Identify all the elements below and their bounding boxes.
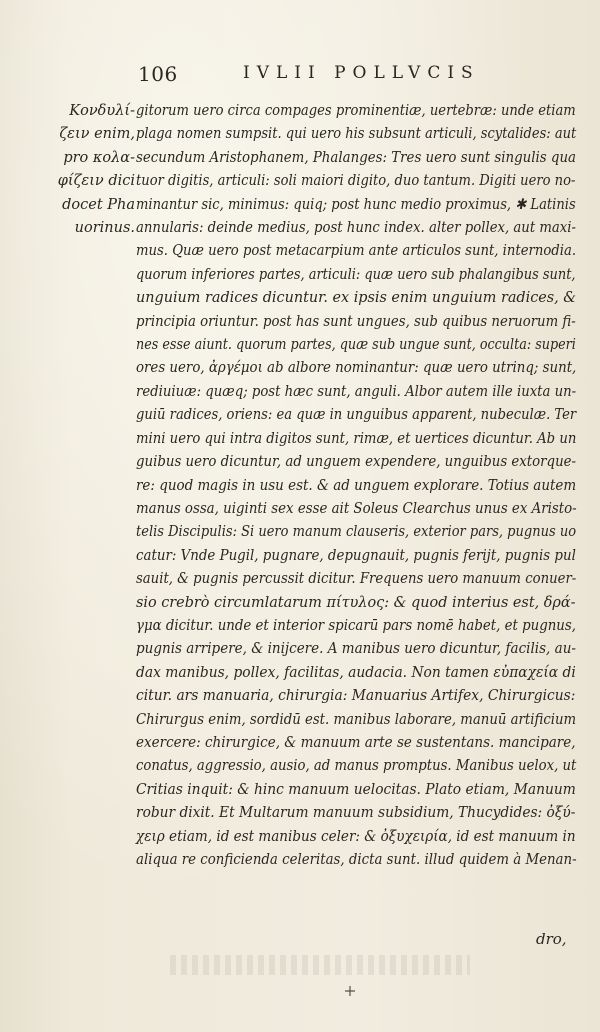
text-line: Chirurgus enim, sordidū est. manibus laborare, manuū artificium (136, 711, 577, 728)
text-line: mini uero qui intra digitos sunt, rimæ, et uertices dicuntur. Ab un (136, 430, 577, 447)
text-line: guibus uero dicuntur, ad unguem expendere, unguibus extorque- (136, 454, 577, 471)
text-line: dax manibus, pollex, facilitas, audacia. Non tamen εὐπαχεία di (136, 664, 576, 681)
text-line: Critias inquit: & hinc manuum uelocitas. Plato etiam, Manuum (136, 781, 576, 798)
text-line: manus ossa, uiginti sex esse ait Soleus Clearchus unus ex Aristo- (136, 500, 577, 517)
text-line: telis Discipulis: Si uero manum clauseris, exterior pars, pugnus uo (136, 524, 577, 541)
body-text (136, 100, 576, 872)
text-line: χειρ etiam, id est manibus celer: & ὀξυχειρία, id est manuum in (136, 828, 576, 845)
cross-ornament-icon (344, 985, 356, 997)
page-number: 106 (138, 62, 178, 86)
text-line: robur dixit. Et Multarum manuum subsidium, Thucydides: ὀξύ- (136, 805, 576, 822)
text-line: aliqua re conficienda celeritas, dicta sunt. illud quidem à Menan- (136, 852, 577, 868)
text-line: ores uero, ἀργέμοι ab albore nominantur: quæ uero utrinq; sunt, (136, 360, 577, 377)
text-line: principia oriuntur. post has sunt ungues, sub quibus neruorum fi- (136, 313, 576, 330)
margin-note: φίζειν dici (57, 173, 135, 190)
text-line: secundum Aristophanem, Phalanges: Tres uero sunt singulis qua (136, 149, 577, 166)
text-line: quorum inferiores partes, articuli: quæ uero sub phalangibus sunt, (136, 266, 576, 283)
text-line: mus. Quæ uero post metacarpium ante articulos sunt, internodia. (136, 243, 577, 260)
text-line: γμα dicitur. unde et interior spicarū pars nomē habet, et pugnus, (136, 617, 576, 634)
running-head: IVLII POLLVCIS (243, 63, 480, 83)
text-line: exercere: chirurgice, & manuum arte se sustentans. mancipare, (136, 734, 576, 751)
text-line: sauit, & pugnis percussit dicitur. Frequens uero manuum conuer- (136, 571, 577, 588)
text-line: plaga nomen sumpsit. qui uero his subsunt articuli, scytalides: aut (136, 126, 577, 143)
margin-notes (55, 100, 135, 240)
margin-note: docet Pha (62, 196, 135, 213)
text-line: conatus, aggressio, ausio, ad manus promptus. Manibus uelox, ut (136, 758, 577, 775)
text-line: citur. ars manuaria, chirurgia: Manuarius Artifex, Chirurgicus: (136, 688, 576, 705)
margin-note: uorinus. (74, 220, 135, 237)
text-line: minantur sic, minimus: quiq; post hunc medio proximus, ✱ Latinis (136, 196, 576, 213)
text-line: unguium radices dicuntur. ex ipsis enim unguium radices, & (136, 290, 577, 307)
show-through-texture (170, 955, 470, 975)
margin-note: ζειν enim, (59, 126, 135, 143)
text-line: catur: Vnde Pugil, pugnare, depugnauit, pugnis ferijt, pugnis pul (136, 547, 576, 564)
text-line: tuor digitis, articuli: soli maiori digito, duo tantum. Digiti uero no- (136, 173, 576, 190)
text-line: gitorum uero circa compages prominentiæ, uertebræ: unde etiam (136, 103, 576, 119)
text-line: annularis: deinde medius, post hunc index. alter pollex, aut maxi- (136, 220, 576, 237)
text-line: guiū radices, oriens: ea quæ in unguibus apparent, nubeculæ. Ter (136, 407, 577, 424)
text-line: re: quod magis in usu est. & ad unguem explorare. Totius autem (136, 477, 577, 494)
text-line: pugnis arripere, & inijcere. A manibus uero dicuntur, facilis, au- (136, 641, 576, 658)
margin-note: Κονδυλί- (69, 103, 135, 119)
catchword: dro, (536, 930, 567, 948)
text-line: nes esse aiunt. quorum partes, quæ sub ungue sunt, occulta: superi (136, 337, 576, 354)
text-line: rediuiuæ: quæq; post hæc sunt, anguli. Albor autem ille iuxta un- (136, 383, 577, 400)
margin-note: pro κολα- (63, 149, 135, 166)
text-line: sio crebrò circumlatarum πίτυλος: & quod interius est, δρά- (136, 594, 576, 611)
